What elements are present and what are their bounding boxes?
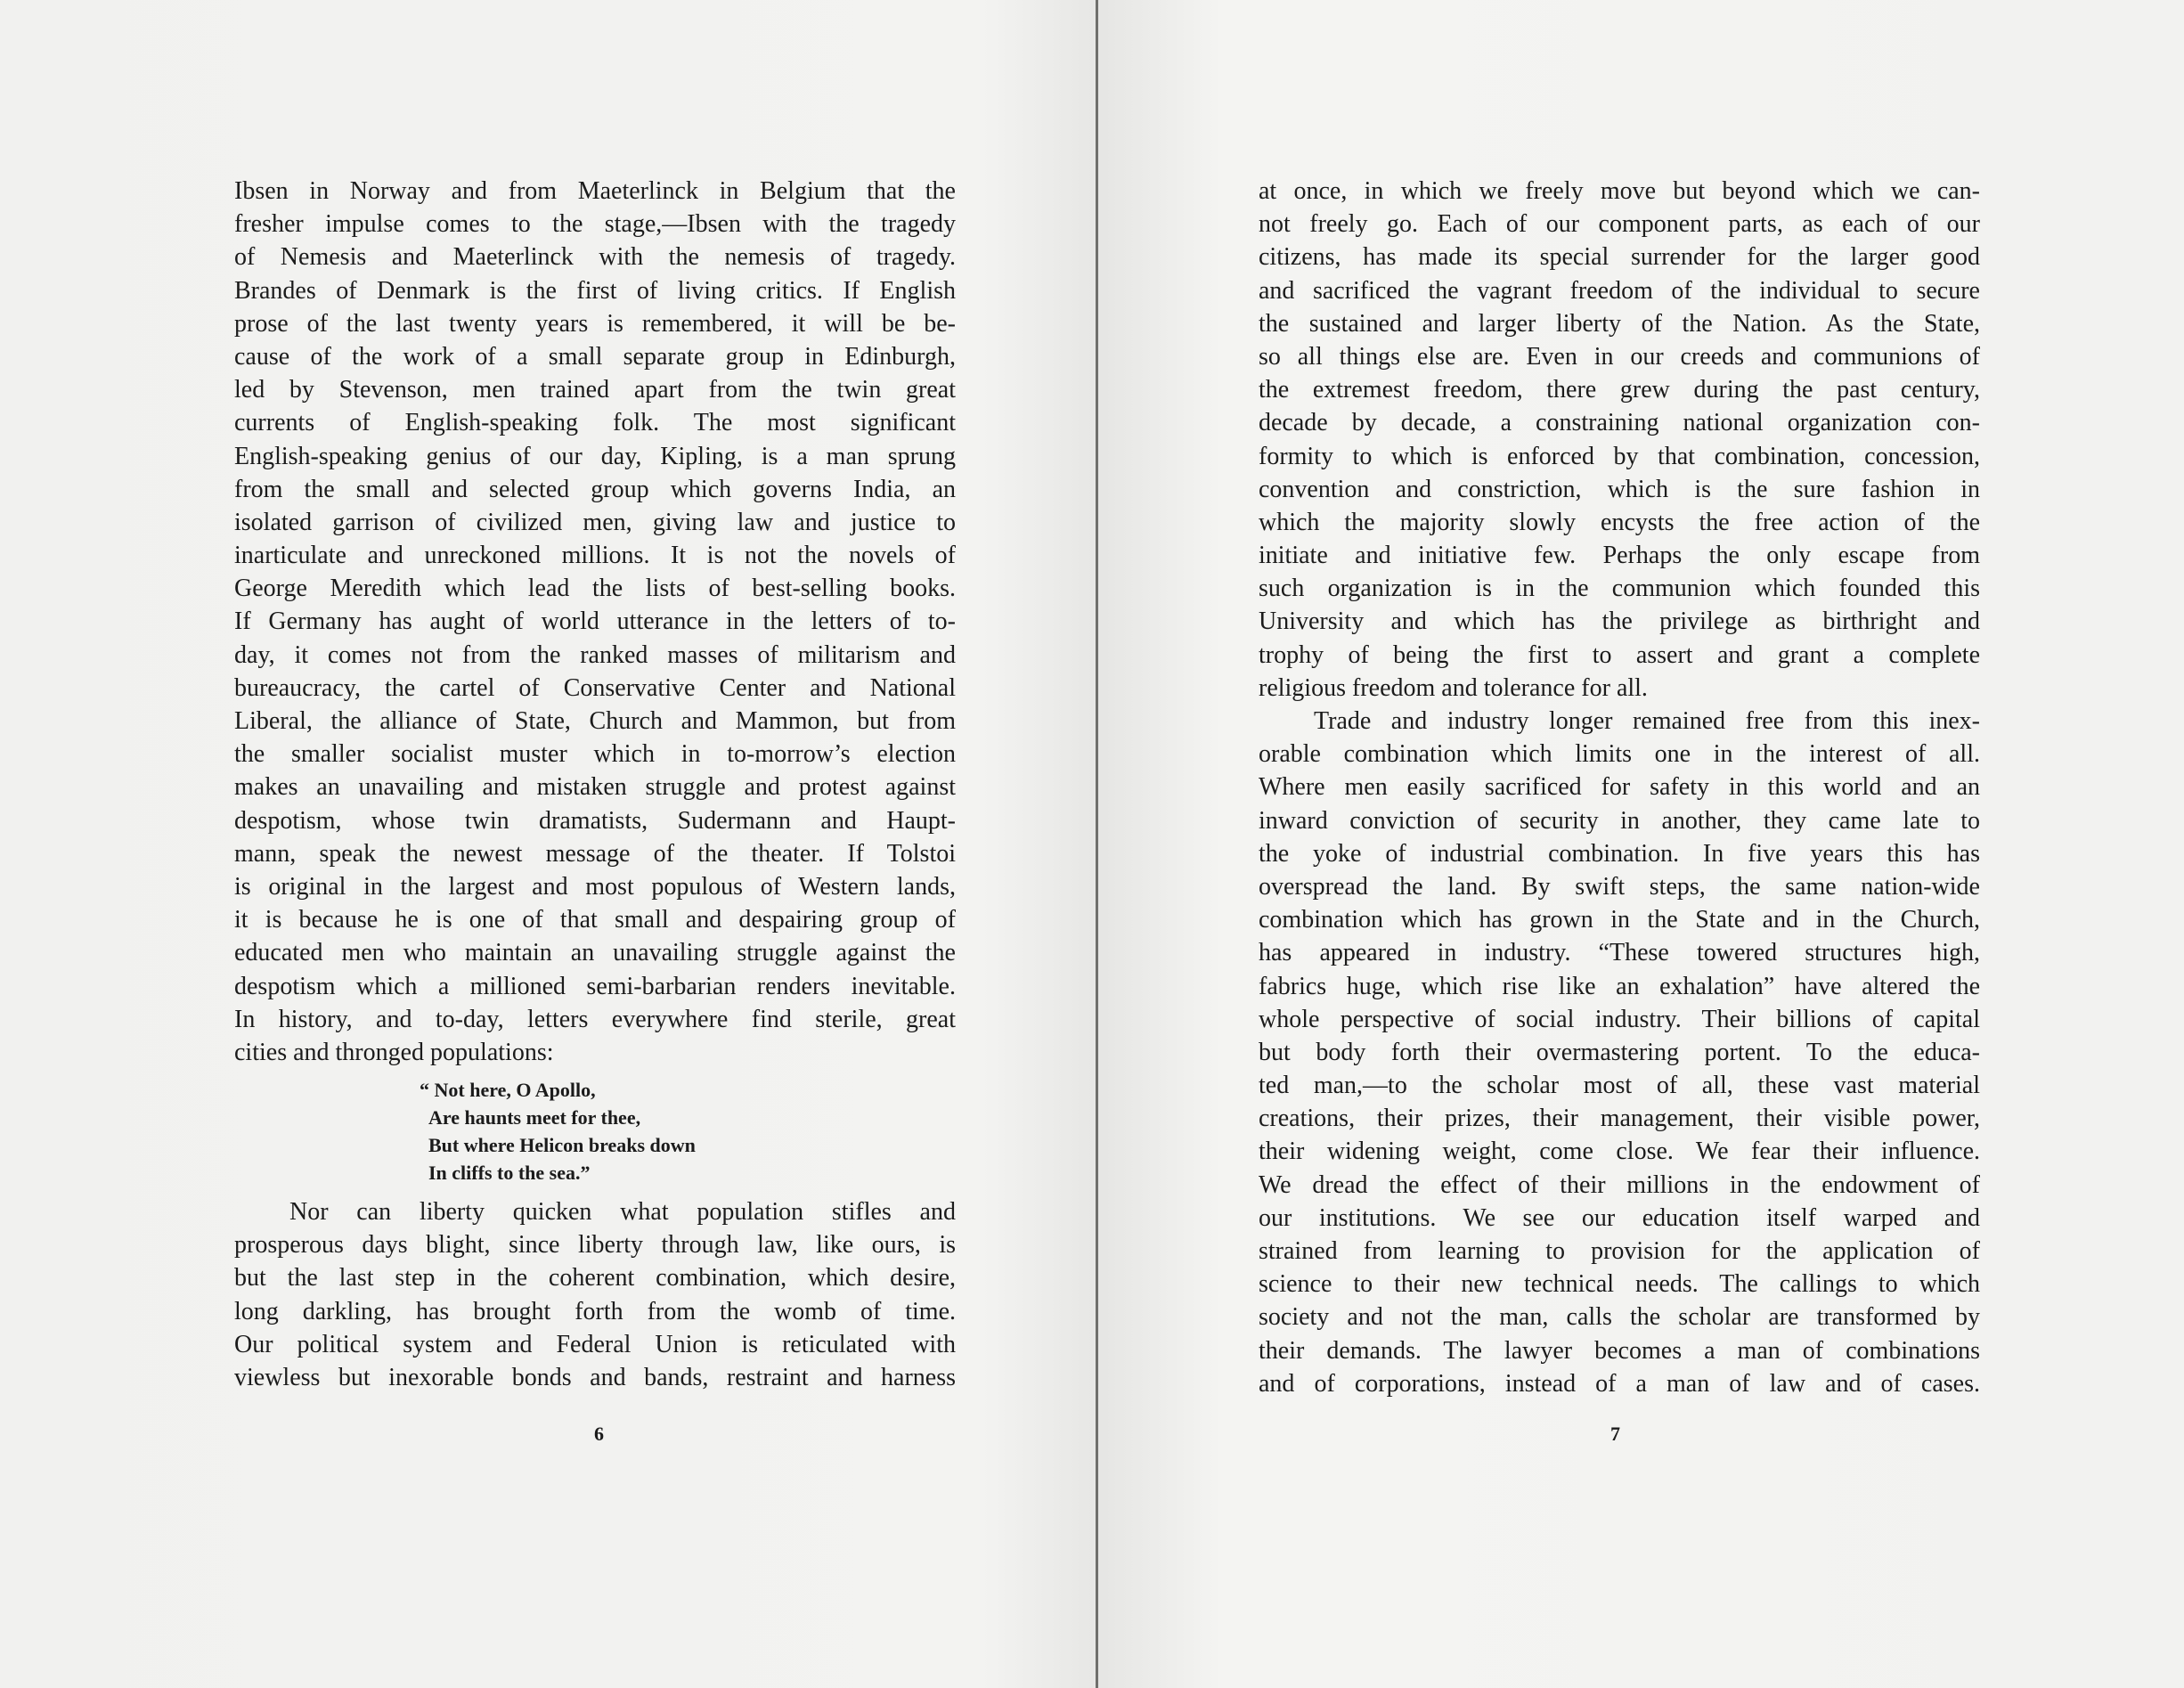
text-line: prosperous days blight, since liberty through law, like ours, is [234, 1231, 956, 1260]
text-line: led by Stevenson, men trained apart from the twin great [234, 376, 956, 404]
text-line: and sacrificed the vagrant freedom of the individual to secure [1259, 276, 1980, 305]
text-line: currents of English-speaking folk. The most significant [234, 409, 956, 437]
text-line: We dread the effect of their millions in the endowment of [1259, 1170, 1980, 1199]
text-line: long darkling, has brought forth from the womb of time. [234, 1297, 956, 1325]
text-line: decade by decade, a constraining national organization con- [1259, 409, 1980, 437]
text-line: not freely go. Each of our component parts, as each of our [1259, 210, 1980, 239]
text-line: day, it comes not from the ranked masses of militarism and [234, 640, 956, 669]
page-number-left: 6 [594, 1423, 604, 1445]
text-line: despotism which a millioned semi-barbarian renders inevitable. [234, 972, 956, 1000]
text-line: isolated garrison of civilized men, giving law and justice to [234, 508, 956, 536]
left-page [234, 175, 956, 1394]
text-line: George Meredith which lead the lists of best-selling books. [234, 575, 956, 603]
text-line: bureaucracy, the cartel of Conservative Center and National [234, 673, 956, 702]
text-line: but the last step in the coherent combination, which desire, [234, 1264, 956, 1293]
verse-quotation [420, 1076, 956, 1186]
text-line: citizens, has made its special surrender for the larger good [1259, 243, 1980, 272]
text-line: overspread the land. By swift steps, the same nation-wide [1259, 872, 1980, 901]
text-line: has appeared in industry. “These towered structures high, [1259, 939, 1980, 967]
left-page-text-b [234, 1195, 956, 1394]
text-line: combination which has grown in the State and in the Church, [1259, 906, 1980, 934]
text-line: fabrics huge, which rise like an exhalation” have altered the [1259, 972, 1980, 1000]
text-line: creations, their prizes, their management, their visible power, [1259, 1105, 1980, 1133]
text-line: it is because he is one of that small and despairing group of [234, 906, 956, 934]
verse-line: But where Helicon breaks down [428, 1134, 696, 1157]
text-line: of Nemesis and Maeterlinck with the nemesis of tragedy. [234, 243, 956, 272]
text-line: from the small and selected group which governs India, an [234, 475, 956, 503]
text-line: In history, and to-day, letters everywhere find sterile, great [234, 1005, 956, 1033]
text-line: such organization is in the communion which founded this [1259, 575, 1980, 603]
text-line: Brandes of Denmark is the first of living critics. If English [234, 276, 956, 305]
text-line: so all things else are. Even in our creeds and communions of [1259, 342, 1980, 371]
text-line: educated men who maintain an unavailing struggle against the [234, 939, 956, 967]
text-line: ted man,—to the scholar most of all, these vast material [1259, 1072, 1980, 1100]
text-line: at once, in which we freely move but beyond which we can- [1259, 177, 1980, 205]
left-page-text-a [234, 175, 956, 1069]
text-line: science to their new technical needs. The callings to which [1259, 1270, 1980, 1299]
text-line: despotism, whose twin dramatists, Sudermann and Haupt- [234, 806, 956, 835]
verse-line: “ Not here, O Apollo, [420, 1079, 596, 1102]
verse-line: In cliffs to the sea.” [428, 1162, 591, 1185]
text-line: their demands. The lawyer becomes a man of combinations [1259, 1336, 1980, 1365]
text-line: is original in the largest and most populous of Western lands, [234, 872, 956, 901]
text-line: strained from learning to provision for the application of [1259, 1237, 1980, 1265]
text-line: cause of the work of a small separate group in Edinburgh, [234, 342, 956, 371]
text-line: If Germany has aught of world utterance in the letters of to- [234, 608, 956, 636]
text-line: our institutions. We see our education itself warped and [1259, 1203, 1980, 1232]
text-line: society and not the man, calls the scholar are transformed by [1259, 1303, 1980, 1332]
text-line: cities and thronged populations: [234, 1038, 554, 1066]
text-line: formity to which is enforced by that combination, concession, [1259, 442, 1980, 470]
text-line: inarticulate and unreckoned millions. It is not the novels of [234, 542, 956, 570]
text-line: their widening weight, come close. We fear their influence. [1259, 1138, 1980, 1166]
text-line: the extremest freedom, there grew during the past century, [1259, 376, 1980, 404]
text-line: makes an unavailing and mistaken struggle and protest against [234, 773, 956, 802]
text-line: Nor can liberty quicken what population stifles and [289, 1198, 956, 1227]
text-line: fresher impulse comes to the stage,—Ibsen with the tragedy [234, 210, 956, 239]
right-page [1259, 175, 1980, 1400]
text-line: trophy of being the first to assert and grant a complete [1259, 640, 1980, 669]
text-line: University and which has the privilege as birthright and [1259, 608, 1980, 636]
text-line: Ibsen in Norway and from Maeterlinck in Belgium that the [234, 177, 956, 205]
text-line: religious freedom and tolerance for all. [1259, 673, 1648, 702]
text-line: viewless but inexorable bonds and bands, restraint and harness [234, 1364, 956, 1391]
text-line: Trade and industry longer remained free from this inex- [1314, 707, 1980, 735]
text-line: the sustained and larger liberty of the Nation. As the State, [1259, 309, 1980, 338]
text-line: prose of the last twenty years is remembered, it will be be- [234, 309, 956, 338]
text-line: Our political system and Federal Union is reticulated with [234, 1330, 956, 1358]
text-line: which the majority slowly encysts the free action of the [1259, 508, 1980, 536]
text-line: Liberal, the alliance of State, Church and Mammon, but from [234, 707, 956, 735]
text-line: but body forth their overmastering portent. To the educa- [1259, 1038, 1980, 1066]
text-line: and of corporations, instead of a man of law and of cases. [1259, 1369, 1980, 1398]
book-gutter [1096, 0, 1098, 1688]
text-line: orable combination which limits one in the interest of all. [1259, 740, 1980, 769]
text-line: the smaller socialist muster which in to-morrow’s election [234, 740, 956, 769]
verse-line: Are haunts meet for thee, [428, 1106, 641, 1129]
text-line: English-speaking genius of our day, Kipling, is a man sprung [234, 442, 956, 470]
text-line: inward conviction of security in another, they came late to [1259, 806, 1980, 835]
page-number-right: 7 [1610, 1423, 1620, 1445]
text-line: convention and constriction, which is the sure fashion in [1259, 475, 1980, 503]
text-line: initiate and initiative few. Perhaps the only escape from [1259, 542, 1980, 570]
text-line: the yoke of industrial combination. In five years this has [1259, 839, 1980, 868]
text-line: mann, speak the newest message of the theater. If Tolstoi [234, 839, 956, 868]
text-line: Where men easily sacrificed for safety in this world and an [1259, 773, 1980, 802]
text-line: whole perspective of social industry. Their billions of capital [1259, 1005, 1980, 1033]
